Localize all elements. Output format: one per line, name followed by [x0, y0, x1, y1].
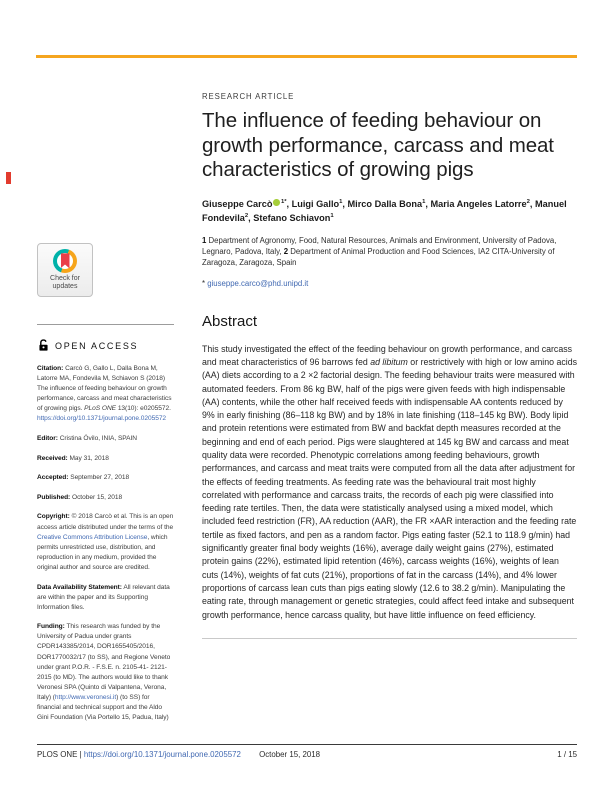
footer-doi-link[interactable]: https://doi.org/10.1371/journal.pone.0205572 — [83, 750, 241, 759]
bookmark-icon — [61, 253, 70, 268]
sidebar-divider — [37, 324, 174, 325]
masthead-rule — [36, 55, 577, 58]
check-for-updates-button[interactable] — [37, 243, 93, 297]
affiliation-marker: 1 — [202, 236, 207, 246]
text-segment: 13(10): e0205572. — [116, 405, 171, 413]
article-main — [202, 92, 577, 639]
author-name: Stefano Schiavon — [253, 213, 331, 224]
text-segment: Cristina Óvilo, INIA, SPAIN — [57, 435, 137, 443]
footer-left — [37, 750, 320, 759]
affiliation-text: Department of Agronomy, Food, Natural Resources, Animals and Environment, University of Padova, Legnaro, Padova, Italy, — [202, 236, 557, 257]
metadata-label: Received: — [37, 454, 68, 462]
orcid-icon[interactable] — [273, 199, 280, 206]
sidebar-metadata-block — [37, 622, 175, 723]
sidebar-metadata-block — [37, 434, 175, 444]
author-name: Luigi Gallo — [291, 198, 340, 209]
author-list: Giuseppe Carcò $^{1*}$, Luigi Gallo$^1$, Mirco Dalla Bona$^1$, Maria Angeles Latorre$^2$, Manuel Fondevila$^2$, Stefano Schiavon$^1$ — [202, 198, 567, 224]
sidebar-metadata-block — [37, 512, 175, 573]
text-segment: May 31, 2018 — [67, 454, 109, 462]
metadata-label: Funding: — [37, 623, 65, 631]
correspondence-line — [202, 279, 577, 288]
sidebar-metadata-block — [37, 454, 175, 464]
sidebar — [37, 243, 175, 733]
author-name: Maria Angeles Latorre — [430, 198, 527, 209]
text-segment: ad libitum — [370, 356, 408, 367]
sidebar-metadata-block — [37, 583, 175, 613]
metadata-label: Accepted: — [37, 474, 69, 482]
crossmark-icon — [53, 249, 77, 273]
text-segment: All relevant data are within the paper and its Supporting Information files. — [37, 583, 170, 611]
correspondence-marker: * — [202, 278, 206, 288]
author-affiliation-marker: 2 — [526, 198, 530, 205]
footer — [37, 750, 577, 759]
metadata-label: Copyright: — [37, 513, 70, 521]
author-affiliation-marker: 1 — [330, 213, 334, 220]
text-segment: This research was funded by the University of Padua under grants CPDR143385/2014, DOR1655405/2016, DOR1770032/17 (to SS), and Regione Veneto under grant P.O.R. - F.S.E. n. 2105-41- 2121-2015 (to MD). The authors would like to thank Veronesi SPA (Quinto di Valpantena, Verona, Italy) ( — [37, 623, 171, 701]
sidebar-metadata-block — [37, 493, 175, 503]
text-segment: ) (to SS) for financial and technical support and the Aldo Gini Foundation (Via Portello 15, Padua, Italy) — [37, 693, 169, 722]
author-affiliation-marker: 1 — [339, 198, 343, 205]
metadata-label: Citation: — [37, 365, 64, 372]
email-link[interactable]: giuseppe.carco@phd.unipd.it — [207, 278, 309, 288]
author-name: Giuseppe Carcò — [202, 198, 273, 209]
sidebar-metadata-block — [37, 473, 175, 483]
affiliations — [202, 236, 577, 268]
page-title: The influence of feeding behaviour on growth performance, carcass and meat characteristics of growing pigs — [202, 109, 554, 181]
text-segment: PLoS ONE — [84, 405, 117, 413]
veronesi-link[interactable]: http://www.veronesi.it — [54, 693, 117, 701]
abstract-paragraph — [202, 343, 577, 622]
affiliation-text: Department of Animal Production and Food Sciences, IA2 CITA-University of Zaragoza, Zaragoza, Spain — [202, 247, 555, 267]
text-segment: , which permits unrestricted use, distribution, and reproduction in any medium, provided the original author and source are credited. — [37, 533, 168, 571]
text-segment: or restrictively with high or low amino acids (AA) diets according to a 2 ×2 factorial design. The feeding behaviour traits were measured with automated feeders. From 86 kg BW, half of the pigs were given feeds with high indispensable (AA) contents, while the other half received feeds with indispensable AA contents reduced by 9% in early finishing (86–118 kg BW) and by 18% in late finishing (118–145 kg BW). Body lipid and protein retentions were estimated from BW and backfat depth measures recorded at the beginning and end of each period. Pigs were slaughtered at 145 kg BW and carcass and meat quality data were recorded. Phenotypic correlations among feeding behaviours, growth performances, and carcass and meat traits were computed from all the data after adjustment for the effects of feeding treatments. As feeding rate was the behavioural trait most highly correlated with performance and carcass traits, the records of each pig were classified into feeding rate tertiles. Then, the data were statistically analysed using a mixed model, which included feed restriction (FR), AA reduction (AAR), the FR ×AAR interaction and the feeding rate tertile as fixed factors, and pen as a random factor. Pigs eating faster (52.1 to 118.9 g/min) had significantly greater final body weights (16%), average daily weight gains (27%), estimated protein gains (22%), estimated lipid retention (46%), carcass weights (16%), weights of lean cuts (14%), weights of fat cuts (21%), proportions of fat in the carcass (14%), and 4% lower proportions of carcass lean cuts than pigs eating slowly (12.6 to 38.2 g/min). Manipulating the eating rate, through management or genetic strategies, could affect feed intake and subsequent growth performance, hence carcass quality, but have little influence on feed efficiency. — [202, 356, 578, 620]
text-segment: Carcò G, Gallo L, Dalla Bona M, Latorre MA, Fondevila M, Schiavon S (2018) The influence of feeding behaviour on growth performance, carcass and meat characteristics of growing pigs. — [37, 365, 172, 413]
citation-doi-link[interactable]: https://doi.org/10.1371/journal.pone.0205572 — [37, 415, 167, 423]
open-access-row — [37, 339, 175, 352]
cc-license-link[interactable]: Creative Commons Attribution License — [37, 533, 148, 541]
check-updates-label: Check for updates — [50, 275, 80, 290]
text-segment: October 15, 2018 — [70, 493, 123, 501]
metadata-label: Published: — [37, 493, 71, 501]
article-type-label: RESEARCH ARTICLE — [202, 92, 295, 101]
abstract-bottom-rule — [202, 638, 577, 639]
sidebar-metadata-block — [37, 364, 175, 425]
metadata-label: Data Availability Statement: — [37, 583, 122, 591]
author-affiliation-marker: 1* — [280, 198, 287, 205]
author-affiliation-marker: 1 — [422, 198, 426, 205]
open-lock-icon — [37, 339, 50, 352]
footer-rule — [37, 744, 577, 745]
abstract-heading: Abstract — [202, 312, 258, 330]
text-segment: © 2018 Carcò et al. This is an open access article distributed under the terms of the — [37, 513, 174, 531]
red-annotation-mark — [6, 172, 11, 184]
footer-journal: PLOS ONE — [37, 750, 78, 759]
sidebar-metadata-blocks — [37, 364, 175, 723]
affiliation-marker: 2 — [283, 247, 289, 257]
footer-separator: | — [79, 750, 82, 759]
author-affiliation-marker: 2 — [244, 213, 249, 220]
text-segment: This study investigated the effect of the feeding behaviour on growth performance, and carcass and meat characteristics of 96 barrows fed — [202, 343, 573, 367]
footer-date: October 15, 2018 — [259, 750, 321, 759]
text-segment: September 27, 2018 — [68, 474, 130, 482]
footer-page-number: 1 / 15 — [557, 750, 577, 759]
author-name: Manuel Fondevila — [202, 198, 567, 224]
metadata-label: Editor: — [37, 435, 58, 443]
open-access-label: OPEN ACCESS — [55, 340, 139, 351]
author-name: Mirco Dalla Bona — [347, 198, 423, 209]
